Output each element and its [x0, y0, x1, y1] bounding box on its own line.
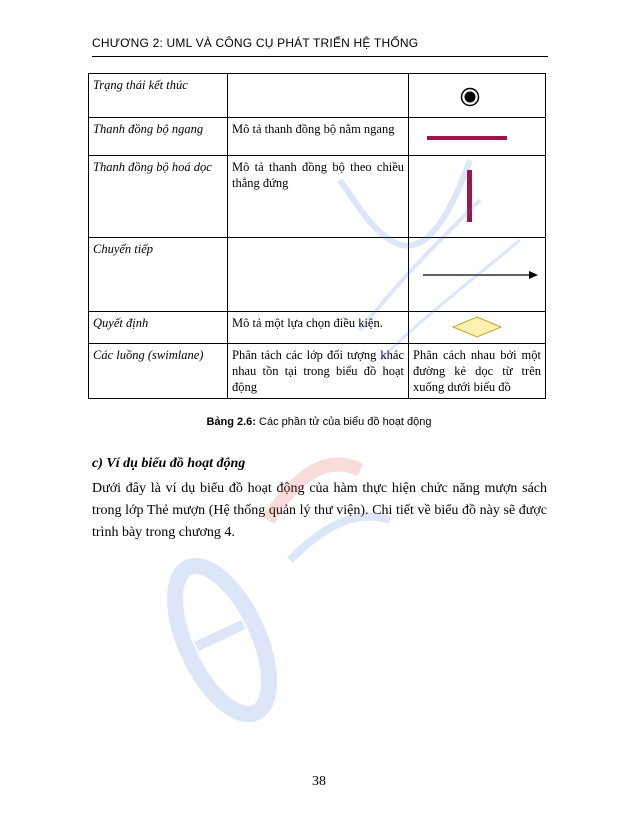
element-name: Thanh đồng bộ ngang: [89, 118, 228, 156]
element-description: [228, 238, 409, 312]
section-paragraph: Dưới đây là ví dụ biểu đồ hoạt động của hàm thực hiện chức năng mượn sách trong lớp Thẻ mượn (Hệ thống quản lý thư viện). Chi tiết về biểu đồ này sẽ được trình bày trong chương 4.: [92, 481, 547, 540]
element-description: Phân tách các lớp đối tượng khác nhau tồn tại trong biểu đồ hoạt động: [228, 344, 409, 399]
vertical-sync-bar-icon: [467, 170, 472, 222]
element-description: Mô tả thanh đồng bộ nằm ngang: [228, 118, 409, 156]
page-number: 38: [312, 774, 326, 789]
element-name: Quyết định: [89, 312, 228, 344]
header-rule: [92, 56, 548, 57]
table-row: [89, 312, 546, 344]
element-name: Các luồng (swimlane): [89, 344, 228, 399]
caption-text: Các phần tử của biểu đồ hoạt động: [255, 416, 432, 428]
transition-arrow-icon: [421, 269, 541, 281]
element-description: [228, 74, 409, 118]
activity-elements-table: [88, 73, 546, 399]
table-row: [89, 74, 546, 118]
element-symbol-cell: [409, 312, 546, 344]
element-symbol-cell: [409, 238, 546, 312]
table-row: [89, 344, 546, 399]
element-symbol-cell: [409, 118, 546, 156]
element-name: Thanh đồng bộ hoá dọc: [89, 156, 228, 238]
element-name: Trạng thái kết thúc: [89, 74, 228, 118]
final-state-icon: [460, 87, 480, 107]
table-row: [89, 238, 546, 312]
caption-label: Bảng 2.6:: [206, 416, 256, 428]
element-symbol-cell: [409, 156, 546, 238]
horizontal-sync-bar-icon: [427, 136, 507, 140]
element-description: Mô tả thanh đồng bộ theo chiều thẳng đứng: [228, 156, 409, 238]
decision-diamond-icon: [452, 316, 502, 338]
element-symbol-cell: [409, 74, 546, 118]
chapter-header: CHƯƠNG 2: UML VÀ CÔNG CỤ PHÁT TRIỂN HỆ THỐNG: [92, 36, 419, 50]
element-name: Chuyển tiếp: [89, 238, 228, 312]
table-row: [89, 156, 546, 238]
table-row: [89, 118, 546, 156]
element-description: Mô tả một lựa chọn điều kiện.: [228, 312, 409, 344]
section-title: c) Ví dụ biểu đồ hoạt động: [92, 456, 246, 471]
element-note: Phân cách nhau bởi một đường kẻ dọc từ trên xuống dưới biểu đồ: [409, 344, 546, 399]
table-caption: [0, 416, 638, 428]
